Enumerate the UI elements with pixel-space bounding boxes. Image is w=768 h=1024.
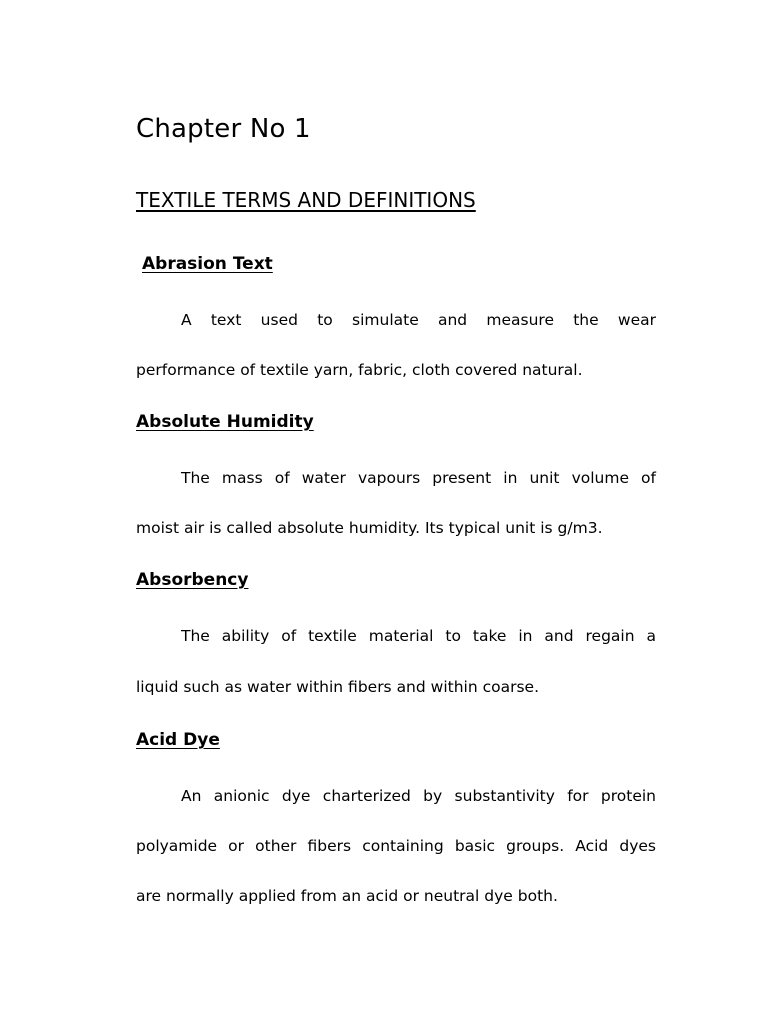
term-heading-absorbency: Absorbency	[136, 570, 249, 590]
definition-line: are normally applied from an acid or neutral dye both.	[136, 887, 558, 905]
definition-line: moist air is called absolute humidity. Its typical unit is g/m3.	[136, 519, 603, 537]
definition-line: The mass of water vapours present in unit volume of	[181, 469, 656, 487]
chapter-heading: Chapter No 1	[136, 114, 311, 144]
definition-line: The ability of textile material to take in and regain a	[181, 627, 656, 645]
definition-line: polyamide or other fibers containing basic groups. Acid dyes	[136, 837, 656, 855]
definition-line: liquid such as water within fibers and within coarse.	[136, 678, 540, 696]
term-heading-abrasion-text: Abrasion Text	[142, 254, 273, 274]
term-heading-acid-dye: Acid Dye	[136, 730, 220, 750]
definition-line: performance of textile yarn, fabric, cloth covered natural.	[136, 361, 583, 379]
term-heading-absolute-humidity: Absolute Humidity	[136, 412, 314, 432]
definition-line: A text used to simulate and measure the wear	[181, 311, 656, 329]
definition-line: An anionic dye charterized by substantivity for protein	[181, 787, 656, 805]
section-title: TEXTILE TERMS AND DEFINITIONS	[136, 188, 476, 212]
